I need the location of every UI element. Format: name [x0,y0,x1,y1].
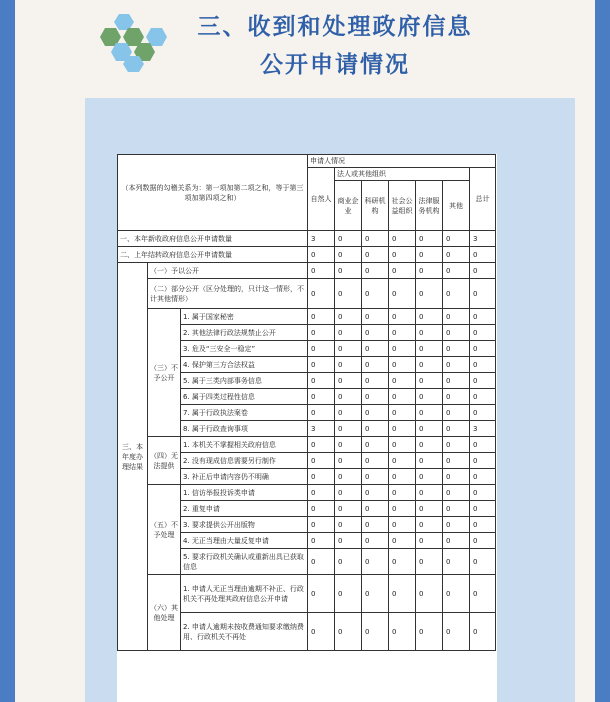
table-cell: 0 [362,517,389,533]
row-label: 8. 属于行政查询事项 [181,421,308,437]
table-cell: 0 [308,613,335,651]
table-cell: 0 [362,469,389,485]
table-cell: 0 [308,549,335,575]
table-cell: 0 [335,341,362,357]
col-commercial: 商业企业 [335,181,362,231]
table-cell: 0 [362,373,389,389]
group-label: （六）其他处理 [148,575,181,651]
table-cell: 0 [362,549,389,575]
table-cell: 0 [335,453,362,469]
group-label: （四）无法提供 [148,437,181,485]
table-cell: 0 [416,309,443,325]
table-cell: 0 [335,231,362,247]
table-cell: 0 [308,575,335,613]
table-cell: 0 [470,575,496,613]
row-label: （二）部分公开（区分处理的，只计这一情形，不计其他情形） [148,279,308,309]
section3-label: 三、本年度办理结果 [118,263,148,651]
table-cell: 0 [443,613,470,651]
row-new-applications [118,231,496,247]
table-cell: 0 [416,247,443,263]
table-cell: 0 [308,389,335,405]
table-cell: 0 [308,341,335,357]
table-row [118,575,496,613]
page-title-line1: 三、收到和处理政府信息 [197,14,473,40]
table-cell: 0 [335,325,362,341]
row-label: 2. 没有现成信息需要另行制作 [181,453,308,469]
table-cell: 0 [470,613,496,651]
table-cell: 0 [389,421,416,437]
table-cell: 0 [470,517,496,533]
table-cell: 0 [362,485,389,501]
table-cell: 0 [470,309,496,325]
table-cell: 0 [416,437,443,453]
table-cell: 0 [470,341,496,357]
table-cell: 0 [389,437,416,453]
table-cell: 0 [389,575,416,613]
table-cell: 0 [470,469,496,485]
table-cell: 3 [470,231,496,247]
table-cell: 0 [335,389,362,405]
table-cell: 0 [362,389,389,405]
table-cell: 0 [335,501,362,517]
row-label: 3. 补正后申请内容仍不明确 [181,469,308,485]
table-cell: 0 [335,421,362,437]
table-cell: 0 [389,405,416,421]
table-cell: 0 [335,533,362,549]
table-cell: 0 [335,549,362,575]
table-cell: 0 [416,325,443,341]
table-row [118,485,496,501]
table-cell: 0 [362,501,389,517]
row-item1 [118,263,496,279]
table-cell: 0 [335,469,362,485]
table-cell: 0 [362,231,389,247]
row-label: 2. 其他法律行政法规禁止公开 [181,325,308,341]
table-cell: 0 [308,485,335,501]
table-cell: 0 [335,357,362,373]
table-cell: 0 [308,469,335,485]
col-natural-person: 自然人 [308,168,335,231]
table-cell: 0 [308,263,335,279]
table-cell: 0 [362,421,389,437]
table-cell: 0 [362,341,389,357]
row-label: 4. 无正当理由大量反复申请 [181,533,308,549]
table-cell: 0 [416,357,443,373]
table-cell: 0 [443,325,470,341]
table-cell: 0 [335,309,362,325]
table-cell: 0 [416,405,443,421]
table-cell: 0 [416,341,443,357]
table-cell: 0 [308,533,335,549]
row-item2 [118,279,496,309]
table-cell: 0 [335,263,362,279]
row-carried-over [118,247,496,263]
table-cell: 0 [443,279,470,309]
table-cell: 0 [443,357,470,373]
row-label: （一）予以公开 [148,263,308,279]
table-cell: 0 [470,247,496,263]
table-cell: 0 [389,389,416,405]
table-cell: 0 [308,437,335,453]
row-label: 1. 信访举报投诉类申请 [181,485,308,501]
table-cell: 0 [443,231,470,247]
table-row [118,437,496,453]
table-cell: 0 [470,373,496,389]
table-cell: 0 [443,469,470,485]
page-canvas [15,0,595,702]
table-note: （本列数据的勾稽关系为：第一项加第二项之和，等于第三项加第四项之和） [118,155,308,231]
table-cell: 0 [308,357,335,373]
table-cell: 0 [470,485,496,501]
page-title-line2: 公开申请情况 [260,52,410,78]
row-label: 2. 重复申请 [181,501,308,517]
table-cell: 0 [443,389,470,405]
table-cell: 0 [443,517,470,533]
table-cell: 0 [416,263,443,279]
table-cell: 0 [308,453,335,469]
table-cell: 0 [443,309,470,325]
table-cell: 0 [389,469,416,485]
row-label: 4. 保护第三方合法权益 [181,357,308,373]
table-cell: 3 [308,231,335,247]
table-cell: 0 [470,533,496,549]
table-cell: 0 [335,279,362,309]
table-row [118,309,496,325]
table-cell: 0 [470,437,496,453]
table-cell: 0 [443,575,470,613]
table-cell: 0 [308,325,335,341]
table-cell: 0 [389,453,416,469]
table-cell: 0 [308,309,335,325]
table-cell: 0 [308,373,335,389]
table-cell: 0 [389,517,416,533]
table-cell: 0 [308,517,335,533]
table-cell: 0 [470,501,496,517]
table-cell: 0 [308,247,335,263]
table-cell: 0 [443,549,470,575]
row-label: 二、上年结转政府信息公开申请数量 [118,247,308,263]
table-cell: 0 [389,549,416,575]
table-cell: 0 [335,485,362,501]
table-cell: 0 [443,405,470,421]
table-cell: 0 [443,453,470,469]
row-label: 1. 本机关不掌握相关政府信息 [181,437,308,453]
table-cell: 0 [308,405,335,421]
table-cell: 0 [362,309,389,325]
table-cell: 0 [470,405,496,421]
disclosure-table [117,154,496,651]
table-cell: 0 [389,309,416,325]
table-cell: 0 [470,549,496,575]
row-label: 3. 要求提供公开出版物 [181,517,308,533]
content-panel [85,98,575,702]
table-cell: 0 [470,389,496,405]
table-cell: 0 [416,517,443,533]
table-cell: 0 [416,373,443,389]
table-cell: 0 [308,501,335,517]
row-label: 3. 危及“三安全一稳定” [181,341,308,357]
table-cell: 0 [389,279,416,309]
table-cell: 0 [416,575,443,613]
table-cell: 0 [416,613,443,651]
table-cell: 0 [362,325,389,341]
table-cell: 0 [335,575,362,613]
table-cell: 0 [443,421,470,437]
col-other: 其他 [443,181,470,231]
table-cell: 0 [362,453,389,469]
table-cell: 3 [470,421,496,437]
table-cell: 0 [416,501,443,517]
row-label: 6. 属于四类过程性信息 [181,389,308,405]
table-cell: 0 [362,247,389,263]
table-cell: 0 [362,279,389,309]
table-cell: 0 [335,613,362,651]
table-cell: 3 [308,421,335,437]
row-label: 7. 属于行政执法案卷 [181,405,308,421]
table-cell: 0 [362,357,389,373]
table-cell: 0 [416,549,443,575]
row-label: 1. 属于国家秘密 [181,309,308,325]
table-cell: 0 [389,231,416,247]
table-cell: 0 [443,373,470,389]
table-cell: 0 [362,575,389,613]
table-cell: 0 [416,279,443,309]
table-cell: 0 [416,533,443,549]
table-cell: 0 [335,437,362,453]
table-cell: 0 [416,421,443,437]
table-cell: 0 [335,517,362,533]
statistics-sheet [117,154,497,702]
table-cell: 0 [308,279,335,309]
table-cell: 0 [416,231,443,247]
table-cell: 0 [389,357,416,373]
col-public-welfare: 社会公益组织 [389,181,416,231]
table-cell: 0 [443,263,470,279]
table-cell: 0 [389,501,416,517]
row-label: 1. 申请人无正当理由逾期不补正、行政机关不再处理其政府信息公开申请 [181,575,308,613]
col-legal-service: 法律服务机构 [416,181,443,231]
table-cell: 0 [362,405,389,421]
row-label: 5. 要求行政机关确认或重新出具已获取信息 [181,549,308,575]
table-cell: 0 [362,437,389,453]
col-research: 科研机构 [362,181,389,231]
table-cell: 0 [470,263,496,279]
table-cell: 0 [443,247,470,263]
table-cell: 0 [443,501,470,517]
row-label: 2. 申请人逾期未按收费通知要求缴纳费用、行政机关不再处 [181,613,308,651]
table-cell: 0 [470,325,496,341]
table-cell: 0 [335,405,362,421]
table-cell: 0 [443,341,470,357]
table-cell: 0 [389,263,416,279]
col-total: 总计 [470,168,496,231]
applicant-header: 申请人情况 [308,155,496,168]
table-cell: 0 [362,263,389,279]
table-cell: 0 [389,613,416,651]
table-cell: 0 [443,533,470,549]
table-cell: 0 [335,247,362,263]
table-cell: 0 [416,389,443,405]
table-cell: 0 [470,357,496,373]
table-cell: 0 [389,373,416,389]
table-cell: 0 [443,437,470,453]
table-cell: 0 [470,279,496,309]
table-cell: 0 [416,453,443,469]
table-cell: 0 [416,469,443,485]
table-cell: 0 [362,533,389,549]
col-legal-group: 法人或其他组织 [335,168,470,181]
group-label: （五）不予处理 [148,485,181,575]
table-cell: 0 [335,373,362,389]
table-cell: 0 [389,341,416,357]
group-label: （三）不予公开 [148,309,181,437]
table-cell: 0 [443,485,470,501]
table-cell: 0 [389,325,416,341]
table-cell: 0 [389,533,416,549]
row-label: 5. 属于三类内部事务信息 [181,373,308,389]
row-label: 一、本年新收政府信息公开申请数量 [118,231,308,247]
table-cell: 0 [416,485,443,501]
table-cell: 0 [470,453,496,469]
table-cell: 0 [362,613,389,651]
table-cell: 0 [389,485,416,501]
table-cell: 0 [389,247,416,263]
